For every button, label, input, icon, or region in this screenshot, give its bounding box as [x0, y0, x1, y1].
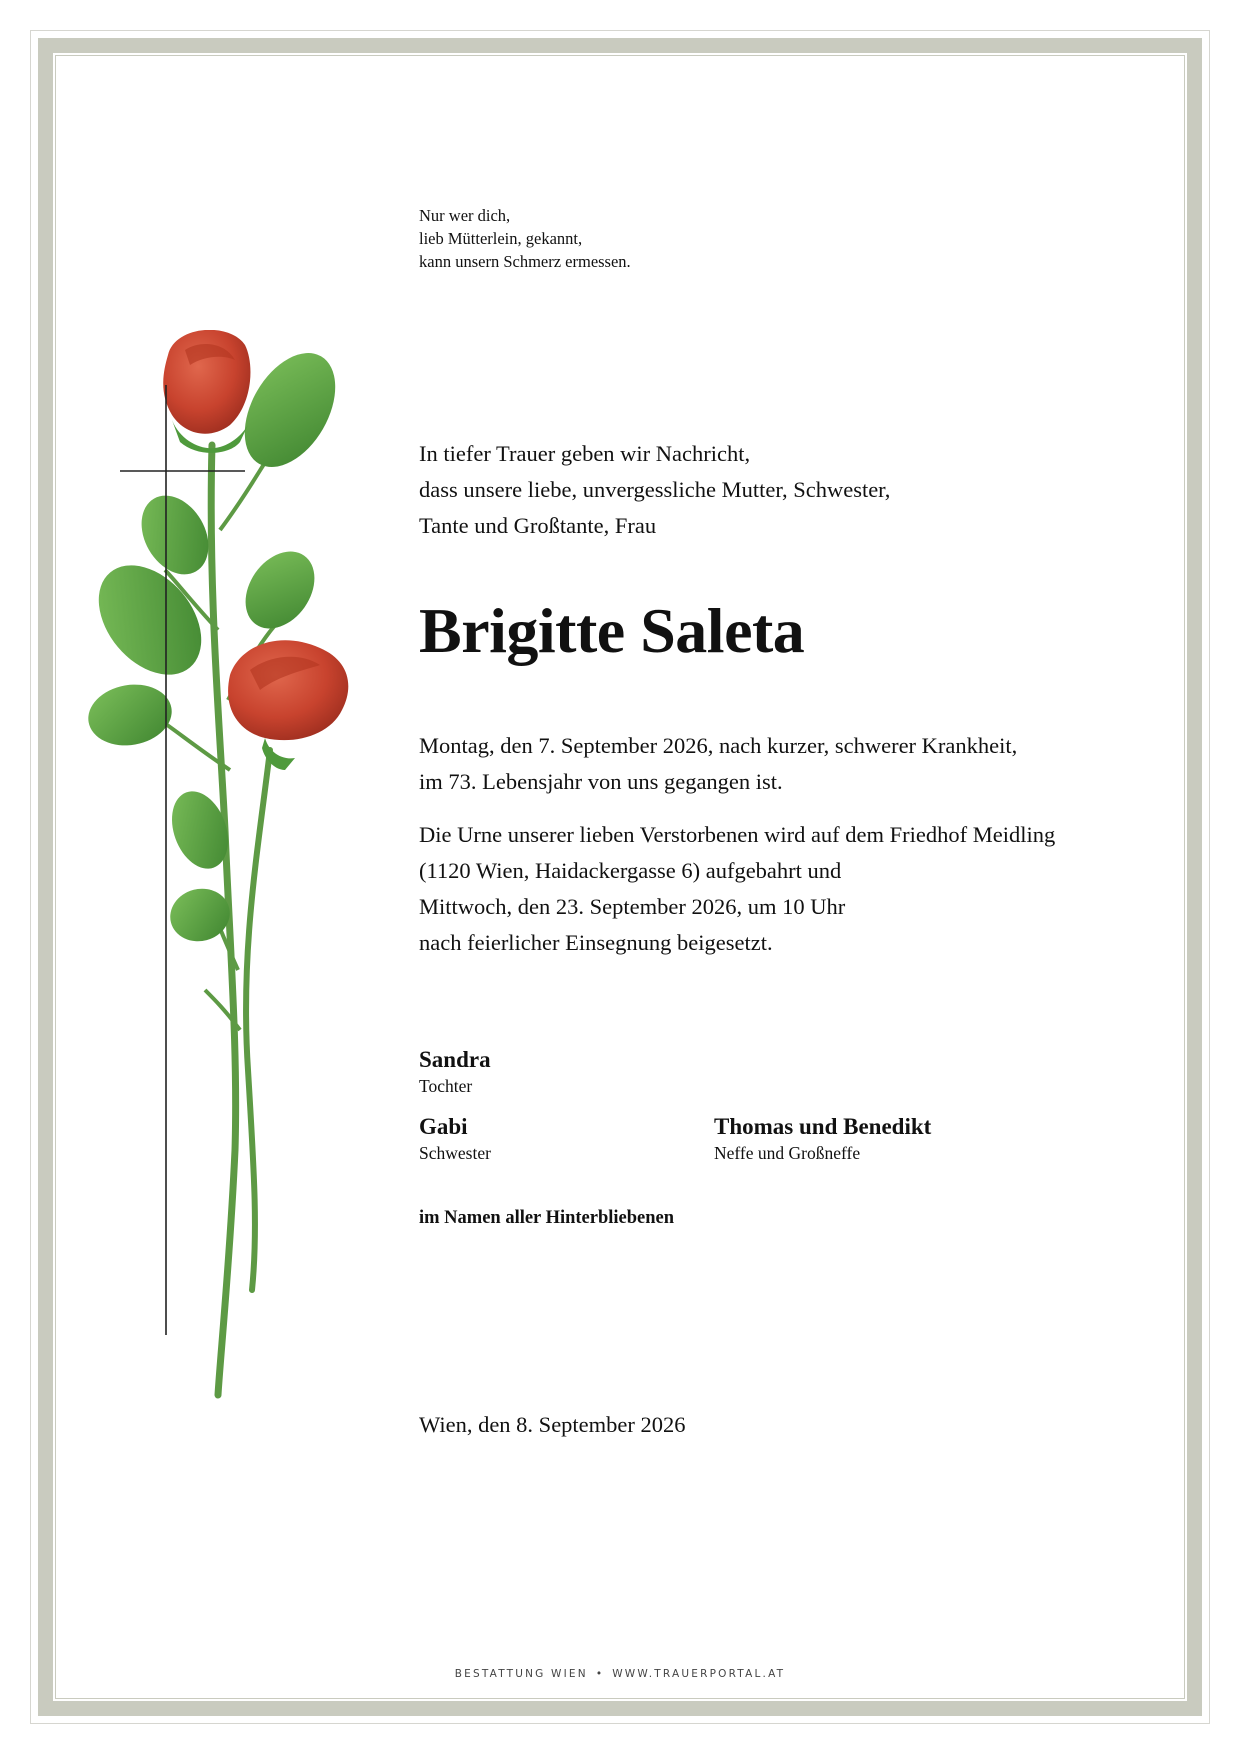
death-notice-line: Montag, den 7. September 2026, nach kurzer, schwerer Krankheit,: [419, 733, 1018, 758]
mourner-relation: Schwester: [419, 1143, 491, 1163]
funeral-line: Mittwoch, den 23. September 2026, um 10 Uhr: [419, 894, 846, 919]
mourner-thomas-benedikt: [714, 1113, 931, 1165]
motto-line: Nur wer dich,: [419, 206, 511, 225]
footer-separator: •: [595, 1668, 605, 1680]
intro-line: Tante und Großtante, Frau: [419, 513, 657, 538]
intro-text: [419, 436, 890, 544]
mourner-name: Sandra: [419, 1047, 491, 1072]
footer: [0, 1668, 1240, 1680]
intro-line: dass unsere liebe, unvergessliche Mutter, Schwester,: [419, 477, 891, 502]
rose-with-cross-icon: [80, 330, 380, 1500]
second-stem: [246, 750, 270, 1290]
mourner-name: Thomas und Benedikt: [714, 1114, 932, 1139]
mourner-name: Gabi: [419, 1114, 468, 1139]
death-notice: [419, 728, 1017, 800]
place-and-date: Wien, den 8. September 2026: [419, 1412, 686, 1437]
funeral-line: (1120 Wien, Haidackergasse 6) aufgebahrt und: [419, 858, 842, 883]
mourner-sandra: [419, 1046, 491, 1098]
leaf: [231, 538, 328, 641]
behalf-note: im Namen aller Hinterbliebenen: [419, 1208, 675, 1228]
deceased-name: Brigitte Saleta: [419, 595, 805, 666]
intro-line: In tiefer Trauer geben wir Nachricht,: [419, 441, 751, 466]
motto-line: kann unsern Schmerz ermessen.: [419, 252, 631, 271]
leaf: [80, 546, 222, 695]
mourner-relation: Neffe und Großneffe: [714, 1143, 861, 1163]
mourner-gabi: [419, 1113, 491, 1165]
rose-bloom: [228, 640, 348, 740]
leaf: [83, 678, 176, 752]
footer-company: BESTATTUNG WIEN: [454, 1668, 588, 1680]
motto-line: lieb Mütterlein, gekannt,: [419, 229, 583, 248]
funeral-details: [419, 817, 1055, 961]
footer-website-link[interactable]: WWW.TRAUERPORTAL.AT: [612, 1668, 786, 1680]
death-notice-line: im 73. Lebensjahr von uns gegangen ist.: [419, 769, 783, 794]
funeral-line: nach feierlicher Einsegnung beigesetzt.: [419, 930, 773, 955]
funeral-line: Die Urne unserer lieben Verstorbenen wird auf dem Friedhof Meidling: [419, 822, 1056, 847]
mourner-relation: Tochter: [419, 1076, 473, 1096]
motto: [419, 204, 631, 273]
